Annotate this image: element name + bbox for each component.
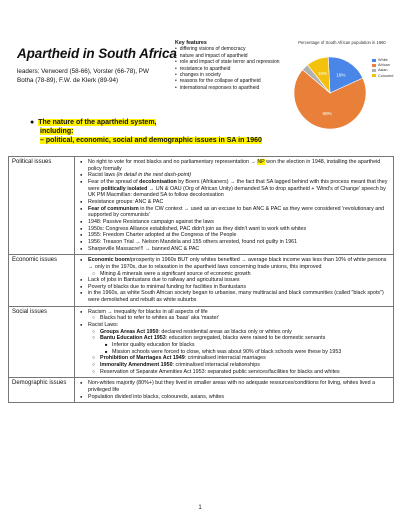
note-item: ● Resistance groups: ANC & PAC	[78, 199, 390, 206]
issue-notes	[75, 255, 394, 307]
chart-legend	[372, 58, 393, 79]
issue-row	[9, 255, 394, 307]
intro-line-1: The nature of the apartheid system,	[38, 119, 157, 126]
key-feature-item: • international responses to apartheid	[175, 85, 285, 91]
intro-line-2: including:	[40, 128, 74, 135]
note-item: ○ Mining & minerals were a significant source of economic growth	[78, 271, 390, 278]
note-item: ○ Groups Areas Act 1950: declared residential areas as blacks only or whites only	[78, 329, 390, 336]
chart-title: Percentage of South African population in 1960	[298, 40, 386, 45]
note-item: ○ Immorality Amendment 1950: criminalised interracial relationships	[78, 362, 390, 369]
note-item: ● Non-whites majority (80%+) but they lived in smaller areas with no adequate resources/conditions for living, whites lived a privileged life	[78, 380, 390, 393]
note-item: ● in the 1960s, as white South African society began to urbanise, many multiracial and black communities (called "black spots") were demolished and rebuilt as white suburbs	[78, 290, 390, 303]
note-item: ● 1950s: Congress Alliance established, PAC didn't join as they didn't want to work with whites	[78, 226, 390, 233]
note-item: ● 1948: Passive Resistance campaign against the laws	[78, 219, 390, 226]
note-item: ● 1955: Freedom Charter adopted at the Congress of the People	[78, 232, 390, 239]
note-item: ● No right to vote for most blacks and no parliamentary representation → NP won the election in 1948, installing the apartheid policy formally	[78, 159, 390, 172]
note-item: ○ Blacks had to refer to whites as 'baas' aka 'master'	[78, 315, 390, 322]
pie-svg	[288, 45, 372, 135]
legend-label: Asian	[378, 68, 388, 73]
note-item: ● Fear of the spread of decolonisation by Boers (Afrikaners) → the fact that SA lagged behind with this process meant that they were politically isolated → UN & OAU (Org of African Unity) demanded SA to drop apartheid + 'Wind's of Change' speech by UK PM Macmillan: demanded SA to follow decolonisation	[78, 179, 390, 199]
intro-bullet: ●	[30, 119, 35, 126]
legend-item-coloured	[372, 74, 393, 79]
note-item: ● Population divided into blacks, colooureds, asians, whites	[78, 394, 390, 401]
page-number: 1	[198, 505, 202, 511]
note-item: ● Lack of jobs in Bantustans due to railway and agricultural issues	[78, 277, 390, 284]
issue-category: Social issues	[9, 306, 75, 378]
note-item: ● Fear of communism in the CW context → used as an excuse to ban ANC & PAC as they were considered 'revolutionary and supported by communists'	[78, 206, 390, 219]
note-item: ● Sharpeville Massacre!!! → banned ANC & PAC	[78, 246, 390, 253]
issue-row	[9, 306, 394, 378]
issue-notes	[75, 157, 394, 255]
key-feature-item: • nature and impact of apartheid	[175, 53, 285, 59]
page-title: Apartheid in South Africa	[17, 46, 177, 61]
legend-label: African	[378, 63, 390, 68]
key-feature-item: • resistance to apartheid	[175, 66, 285, 72]
issues-table	[8, 156, 394, 403]
section-intro	[30, 118, 290, 145]
issue-notes	[75, 378, 394, 403]
pie-label-african: 68%	[322, 111, 332, 117]
legend-swatch	[372, 64, 376, 67]
document-header	[0, 0, 400, 155]
population-pie-chart	[288, 40, 396, 140]
issue-category: Political issues	[9, 157, 75, 255]
note-item: ● Racist Laws:	[78, 322, 390, 329]
legend-swatch	[372, 74, 376, 77]
note-item: ● Racist laws (in detail in the next dash-point)	[78, 172, 390, 179]
issue-category: Demographic issues	[9, 378, 75, 403]
legend-swatch	[372, 69, 376, 72]
intro-line-3: – political, economic, social and demographic issues in SA in 1960	[40, 137, 262, 144]
leaders-text: leaders: Verwoerd (58-66), Vorster (66-78), PW Botha (78-89), F.W. de Klerk (89-94)	[17, 68, 149, 84]
note-item: ■ Mission schools were forced to close, which was about 90% of black schools were these by 1953	[78, 349, 390, 356]
pie-label-white: 19%	[336, 72, 346, 78]
key-features-list	[175, 46, 285, 91]
issue-row	[9, 157, 394, 255]
note-item: ○ Bantu Education Act 1953: education segregated, blacks were raised to be domestic servants	[78, 335, 390, 342]
issue-notes	[75, 306, 394, 378]
issue-row	[9, 378, 394, 403]
note-item: ● Racism → inequality for blacks in all aspects of life	[78, 309, 390, 316]
note-item: ● Poverty of blacks due to minimal funding for facilities in Bantustans	[78, 284, 390, 291]
note-item: ○ Prohibition of Marriages Act 1949: criminalised interracial marriages	[78, 355, 390, 362]
issue-category: Economic issues	[9, 255, 75, 307]
key-feature-item: • role and impact of state terror and repression	[175, 59, 285, 65]
key-feature-item: • changes in society	[175, 72, 285, 78]
key-features-heading: Key features	[175, 40, 207, 46]
note-item: ● Economic boom/prosperity in 1960s BUT only whites benefited → average black income was less than 10% of white persons → only in the 1970s, due to relaxation in the apartheid laws concerning trade unions, this improved	[78, 257, 390, 270]
legend-label: White	[378, 58, 388, 62]
note-item: ○ Reservation of Separate Amenities Act 1953: separated public services/facilities for blacks and whites	[78, 369, 390, 376]
key-feature-item: • reasons for the collapse of apartheid	[175, 78, 285, 84]
pie-label-coloured: 10%	[318, 70, 328, 76]
key-features	[175, 40, 285, 91]
note-item: ■ Inferior quality education for blacks	[78, 342, 390, 349]
legend-swatch	[372, 59, 376, 62]
key-feature-item: • differing visions of democracy	[175, 46, 285, 52]
note-item: ● 1956: Treason Trial → Nelson Mandela and 155 others arrested, found not guilty in 1961	[78, 239, 390, 246]
legend-label: Coloured	[378, 73, 394, 78]
